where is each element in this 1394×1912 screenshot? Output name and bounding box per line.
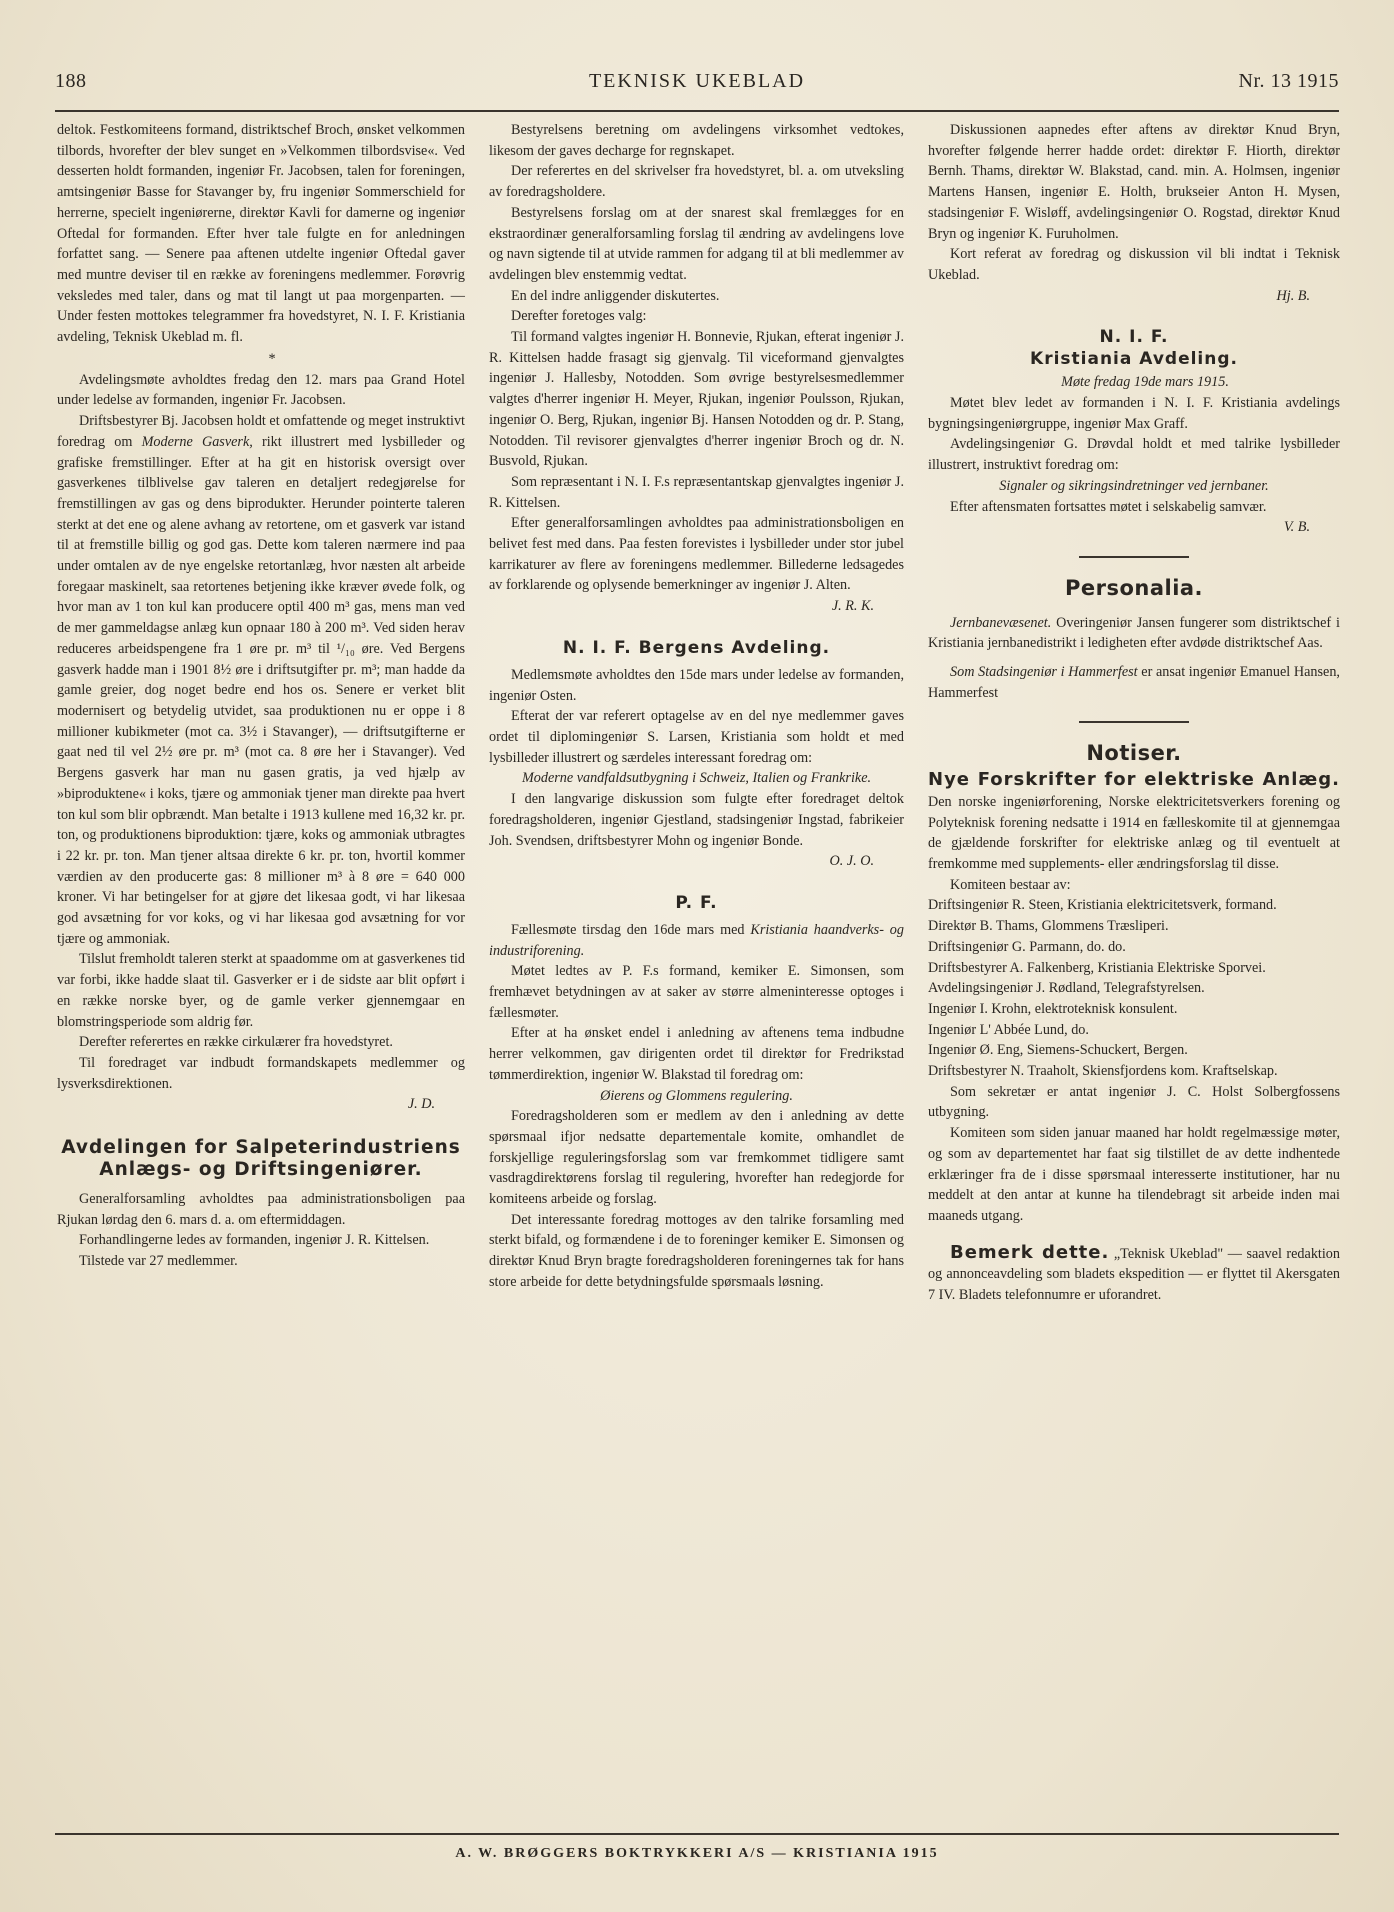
paragraph: Diskussionen aapnedes efter aftens av direktør Knud Bryn, hvorefter følgende herrer hadde ordet: direktør F. Hiorth, direktør Bernh. Thams, direktør W. Blakstad, cand. min. A. Holmsen, ingeniør Martens Hansen, ingeniør E. Holth, brukseier Anton H. Mysen, stadsingeniør F. Wisløff, avdelingsingeniør O. Rogstad, direktør Knud Bryn og ingeniør K. Furuholmen. [928, 122, 1340, 242]
paragraph: Derefter foretoges valg: [511, 308, 647, 325]
committee-member: Ingeniør L' Abbée Lund, do. [928, 1021, 1089, 1038]
section-subheading: Kristiania Avdeling. [1030, 349, 1238, 370]
paragraph: Avdelingsingeniør G. Drøvdal holdt et med talrike lysbilleder illustrert, instruktivt foredrag om: [928, 436, 1340, 474]
section-heading-personalia: Personalia. [1064, 575, 1204, 600]
paragraph: Efter at ha ønsket endel i anledning av aftenens tema indbudne herrer velkommen, gav dirigenten ordet til direktør for Fredrikstad tømmerdirektion, ingeniør W. Blakstad til foredrag om: [489, 1025, 904, 1083]
signature: J. D. [407, 1096, 435, 1113]
paragraph: Medlemsmøte avholdtes den 15de mars under ledelse av formanden, ingeniør Osten. [489, 666, 904, 704]
committee-member: Ingeniør Ø. Eng, Siemens-Schuckert, Bergen. [928, 1042, 1188, 1059]
paragraph: Møtet blev ledet av formanden i N. I. F. Kristiania avdelings bygningsingeniørgruppe, ingeniør Max Graff. [928, 395, 1340, 432]
signature: J. R. K. [831, 598, 874, 615]
page-header [55, 70, 1339, 100]
section-heading-notiser: Notiser. [1086, 741, 1182, 766]
issue-number: Nr. 13 1915 [1238, 70, 1339, 92]
paragraph: Som sekretær er antat ingeniør J. C. Holst Solbergfossens utbygning. [928, 1083, 1340, 1121]
paragraph: Jernbanevæsenet. Overingeniør Jansen fungerer som distriktschef i Kristiania jernbanedistrikt i ledigheten efter avdøde distriktschef Aas. [928, 614, 1340, 652]
committee-member: Direktør B. Thams, Glommens Træsliperi. [928, 918, 1169, 935]
section-heading: Avdelingen for Salpeterindustriens Anlægs- og Driftsingeniører. [61, 1137, 461, 1181]
section-heading: N. I. F. Bergens Avdeling. [562, 637, 831, 658]
column-3 [928, 120, 1340, 1306]
paragraph: Efter generalforsamlingen avholdtes paa administrationsboligen en belivet fest med dans. Paa festen forevistes i lysbilleder under stor jubel karrikaturer av flere av foreningens medlemmer. Billederne ledsagedes av forklarende og oplysende bemerkninger av ingeniør J. Alten. [489, 515, 904, 594]
section-heading: P. F. [675, 892, 718, 913]
printer-imprint: A. W. BRØGGERS BOKTRYKKERI A/S — KRISTIANIA 1915 [455, 1846, 939, 1861]
paragraph: Avdelingsmøte avholdtes fredag den 12. mars paa Grand Hotel under ledelse av formanden, ingeniør Fr. Jacobsen. [57, 371, 465, 409]
paragraph: En del indre anliggender diskutertes. [511, 287, 720, 304]
divider [1079, 556, 1189, 558]
paragraph: Der referertes en del skrivelser fra hovedstyret, bl. a. om utveksling av foredragsholdere. [489, 163, 904, 201]
paragraph: deltok. Festkomiteens formand, distriktschef Broch, ønsket velkommen tilbords, hvorefter der blev sunget en »Velkommen tilbordsvise«. Ved desserten holdt formanden, ingeniør Fr. Jacobsen, talen for foreningen, amtsingeniør Basse for Stavanger by, fru ingeniør Sommerschield for herrerne, specielt ingeniørerne, direktør Kavli for damerne og ingeniør Oftedal for formanden. Efter hver tale fulgte en for anledningen forfattet sang. — Senere paa aftenen utdelte ingeniør Oftedal gaver med muntre deviser til en række av foreningens medlemmer. Forøvrig veksledes med taler, dans og mat til langt ut paa morgenparten. — Under festen mottokes telegrammer fra hovedstyret, N. I. F. Kristiania avdeling, Teknisk Ukeblad m. fl. [57, 122, 465, 346]
paragraph: Komiteen som siden januar maaned har holdt regelmæssige møter, og som av departementet har faat sig tilstillet de av dette indhentede erklæringer fra de i disse spørsmaal interesserte institutioner, har nu meddelt at den antar at kunne ha tilendebragt sit arbeide inden mai maaneds utgang. [928, 1125, 1340, 1224]
header-rule [55, 110, 1339, 112]
paragraph: Driftsbestyrer Bj. Jacobsen holdt et omfattende og meget instruktivt foredrag om Moderne Gasverk, rikt illustrert med lysbilleder og grafiske fremstillinger. Efter at ha git en historisk oversigt over gasverkenes tilblivelse gav taleren en detaljert redegjørelse for fremstillingen av gas og dens biprodukter. Herunder pointerte taleren sterkt at det ene og alene avhang av retortene, om et gasverk var istand til at fremstille billig og god gas. Dette kom taleren nærmere ind paa under omtalen av de nye engelske retortanlæg, hvor næsten alt arbeide foregaar maskinelt, saa retortenes betjening ikke kræver øvede folk, og hvor man av 1 ton kul kan producere optil 400 m³ gas, mens man ved de mer gammeldagse anlæg kun opnaar 180 à 200 m³. Ved siden herav reduceres arbeidspengene fra 1 øre pr. m³ til ¹/₁₀ øre. Ved Bergens gasverk hadde man i 1901 8½ øre i driftsutgifter pr. m³; man hadde da gamle greier, dog noget bedre end hos os. Senere er verket blit modernisert og betydelig utvidet, saa produktionen nu er oppe i 8 millioner kubikmeter (mot ca. 3½ i Stavanger), — driftsutgifterne er gaat ned til vel 2½ øre pr. m³ (mot ca. 8 øre her i Stavanger). Ved Bergens gasverk har man nu gasen gratis, ja ved hjælp av »biproduktene« i koks, tjære og ammoniak tjener man direkte paa hvert ton kul som blir opbrændt. Man betalte i 1913 kullene med 16,32 kr. pr. ton, og produktionens biproduktion: tjære, koks og ammoniak utbragtes i 22 kr. pr. ton. Man tjener altsaa direkte 6 kr. pr. ton, hvortil kommer værdien av den producerte gas: 8 millioner m³ à 8 øre = 640 000 kroner. Vi har betingelser for at gjøre det likesaa godt, vi har likesaa god avsætning for vor koks, og vi har likesaa god avsætning for vor tjære og ammoniak. [57, 413, 465, 947]
committee-member-list [928, 895, 1340, 1081]
talk-title: Øierens og Glommens regulering. [600, 1087, 793, 1104]
paragraph: Møtet ledtes av P. F.s formand, kemiker E. Simonsen, som fremhævet betydningen av at saker av større almeninteresse optoges i fællesmøter. [489, 963, 904, 1021]
journal-title: TEKNISK UKEBLAD [588, 70, 806, 92]
committee-member: Driftsbestyrer N. Traaholt, Skiensfjordens kom. Kraftselskap. [928, 1063, 1278, 1080]
paragraph: Tilstede var 27 medlemmer. [79, 1253, 238, 1270]
divider [1079, 721, 1189, 723]
paragraph: Efter aftensmaten fortsattes møtet i selskabelig samvær. [950, 498, 1267, 515]
signature: O. J. O. [829, 853, 874, 870]
paragraph: Bestyrelsens forslag om at der snarest skal fremlægges for en ekstraordinær generalforsamling forslag til ændring av avdelingens love og navn sigtende til at utvide rammen for adgang til at bli medlemmer av avdelingen blev enstemmig vedtat. [489, 204, 904, 283]
paragraph: I den langvarige diskussion som fulgte efter foredraget deltok foredragsholderen, ingeniør Gjestland, stadsingeniør Ingstad, fabrikeier Joh. Svendsen, driftsbestyrer Mohn og ingeniør Bonde. [489, 791, 904, 849]
signature: V. B. [1283, 519, 1310, 536]
paragraph: Bemerk dette. „Teknisk Ukeblad" — saavel redaktion og annonceavdeling som bladets ekspedition — er flyttet til Akersgaten 7 IV. Bladets telefonnumre er uforandret. [928, 1241, 1340, 1304]
section-separator: * [268, 350, 276, 367]
paragraph: Efterat der var referert optagelse av en del nye medlemmer gaves ordet til diplomingeniør S. Larsen, Kristiania som holdt et med lysbilleder illustrert og særdeles interessant foredrag om: [489, 708, 904, 766]
committee-member: Avdelingsingeniør J. Rødland, Telegrafstyrelsen. [928, 980, 1205, 997]
meeting-date: Møte fredag 19de mars 1915. [1061, 374, 1229, 391]
committee-member: Driftsingeniør G. Parmann, do. do. [928, 938, 1126, 955]
committee-member: Driftsbestyrer A. Falkenberg, Kristiania Elektriske Sporvei. [928, 959, 1266, 976]
column-1 [57, 120, 465, 1272]
paragraph: Fællesmøte tirsdag den 16de mars med Kristiania haandverks- og industriforening. [489, 921, 904, 959]
organization-name: Kristiania haandverks- og industriforening. [489, 921, 904, 959]
paragraph: Det interessante foredrag mottoges av den talrike forsamling med sterkt bifald, og formændene i de to foreninger kemiker E. Simonsen og direktør Knud Bryn bragte foredragsholderen foreningernes tak for hans store arbeide for dette betydningsfulde spørsmaals løsning. [489, 1211, 904, 1290]
paragraph: Tilslut fremholdt taleren sterkt at spaadomme om at gasverkenes tid var forbi, ikke hadde slaat til. Gasverker er i de sidste aar blit opført i en række norske byer, og de gamle verker gjennemgaar en blomstringsperiode som aldrig før. [57, 951, 465, 1030]
paragraph: Til formand valgtes ingeniør H. Bonnevie, Rjukan, efterat ingeniør J. R. Kittelsen hadde frasagt sig gjenvalg. Til viceformand gjenvalgtes ingeniør J. Hallesby, Notodden. Som øvrige bestyrelsesmedlemmer valgtes d'herrer ingeniør H. Meyer, Rjukan, ingeniør Poulsson, Rjukan, ingeniør O. Berg, Rjukan, ingeniør Bj. Hansen Notodden og dr. P. Stang, Notodden. Til revisorer gjenvalgtes d'herrer ingeniør Broch og dr. N. Busvold, Rjukan. [489, 329, 904, 470]
footer-rule [55, 1833, 1339, 1835]
paragraph: Nye Forskrifter for elektriske Anlæg. Den norske ingeniørforening, Norske elektricitetsverkers forening og Polyteknisk forening nedsatte i 1914 en fælleskomite til at gjennemgaa de gjældende forskrifter for elektriske anlæg og til eventuelt at fremkomme med supplements- eller ændringsforslag til disse. [928, 769, 1340, 872]
talk-title: Moderne Gasverk, [141, 433, 253, 450]
paragraph: Som repræsentant i N. I. F.s repræsentantskap gjenvalgtes ingeniør J. R. Kittelsen. [489, 473, 904, 511]
paragraph: Kort referat av foredrag og diskussion vil bli indtat i Teknisk Ukeblad. [928, 246, 1340, 283]
paragraph: Til foredraget var indbudt formandskapets medlemmer og lysverksdirektionen. [57, 1054, 465, 1092]
paragraph: Forhandlingerne ledes av formanden, ingeniør J. R. Kittelsen. [79, 1232, 430, 1249]
committee-member: Driftsingeniør R. Steen, Kristiania elektricitetsverk, formand. [928, 897, 1277, 914]
page-number: 188 [55, 70, 87, 92]
paragraph: Bestyrelsens beretning om avdelingens virksomhet vedtokes, likesom der gaves decharge for regnskapet. [489, 122, 904, 159]
paragraph: Som Stadsingeniør i Hammerfest er ansat ingeniør Emanuel Hansen, Hammerfest [928, 664, 1340, 701]
talk-title: Moderne vandfaldsutbygning i Schweiz, Italien og Frankrike. [521, 770, 872, 787]
paragraph: Derefter referertes en række cirkulærer fra hovedstyret. [79, 1034, 393, 1051]
column-2 [489, 120, 904, 1293]
paragraph: Generalforsamling avholdtes paa administrationsboligen paa Rjukan lørdag den 6. mars d. a. om eftermiddagen. [57, 1191, 465, 1228]
paragraph: Foredragsholderen som er medlem av den i anledning av dette spørsmaal ifjor nedsatte departementale komite, omhandlet de forskjellige reguleringsforslag som var fremkommet tidligere samt vasdragdirektørens forslag til regulering, hvorefter han redegjorde for komiteens arbeide og forslag. [489, 1108, 904, 1208]
signature: Hj. B. [1276, 287, 1310, 304]
committee-member: Ingeniør I. Krohn, elektroteknisk konsulent. [928, 1000, 1178, 1017]
paragraph: Komiteen bestaar av: [950, 876, 1071, 893]
section-heading: N. I. F. [1099, 327, 1169, 348]
talk-title: Signaler og sikringsindretninger ved jernbaner. [999, 477, 1269, 494]
